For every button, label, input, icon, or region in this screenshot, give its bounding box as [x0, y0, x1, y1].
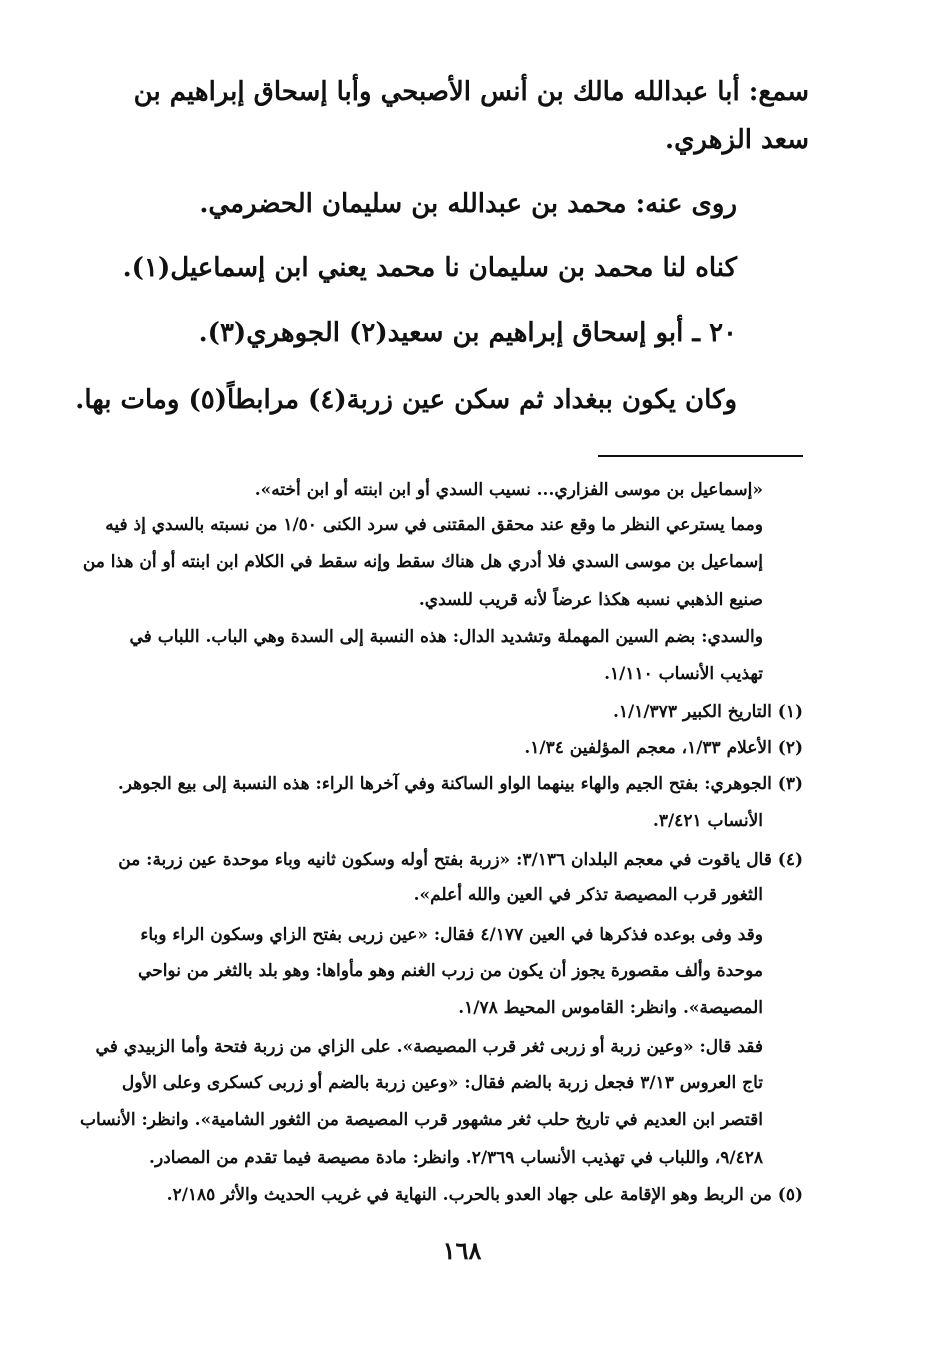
footnote-3: (٣) الجوهري: بفتح الجيم والهاء بينهما الواو الساكنة وفي آخرها الراء: هذه النسبة إلى بيع الجوهر. — [117, 774, 803, 794]
footnote-1: (١) التاريخ الكبير ١/١/٣٧٣. — [612, 702, 803, 722]
footnote-line: وقد وفى بوعده فذكرها في العين ٤/١٧٧ فقال: «عين زربى بفتح الزاي وسكون الراء وباء — [140, 925, 763, 945]
main-line: سمع: أبا عبدالله مالك بن أنس الأصبحي وأبا إسحاق إبراهيم بن — [133, 77, 809, 107]
footnote-line: المصيصة». وانظر: القاموس المحيط ١/٧٨. — [458, 998, 763, 1018]
main-line: سعد الزهري. — [665, 125, 809, 155]
footnote-line: موحدة وألف مقصورة يجوز أن يكون من زرب الغنم وهو مأواها: وهو بلد بالثغر من نواحي — [138, 961, 763, 981]
footnote-line: فقد قال: «وعين زربة أو زربى ثغر قرب المصيصة». على الزاي من زربة فتحة وأما الزبيدي في — [95, 1037, 763, 1057]
footnote-line: صنيع الذهبي نسبه هكذا عرضاً لأنه قريب للسدي. — [418, 590, 763, 610]
footnote-line: الثغور قرب المصيصة تذكر في العين والله أعلم». — [413, 885, 763, 905]
footnote-line: «إسماعيل بن موسى الفزاري... نسيب السدي أو ابن ابنته أو ابن أخته». — [254, 480, 763, 500]
footnote-line: الأنساب ٣/٤٢١. — [652, 811, 763, 831]
footnote-5: (٥) من الربط وهو الإقامة على جهاد العدو بالحرب. النهاية في غريب الحديث والأثر ٢/١٨٥. — [166, 1185, 803, 1205]
footnote-2: (٢) الأعلام ١/٣٣، معجم المؤلفين ١/٣٤. — [524, 738, 803, 758]
page-number: ١٦٨ — [442, 1236, 482, 1265]
footnote-separator — [598, 455, 803, 457]
footnote-line: والسدي: بضم السين المهملة وتشديد الدال: هذه النسبة إلى السدة وهي الباب. اللباب في — [129, 627, 763, 647]
biography-entry-title: ٢٠ ـ أبو إسحاق إبراهيم بن سعيد(٢) الجوهري(٣). — [198, 318, 737, 348]
footnote-line: تاج العروس ٣/١٣ فجعل زربة بالضم فقال: «وعين زربة بالضم أو زربى كسكرى وعلى الأول — [121, 1073, 763, 1093]
footnote-line: تهذيب الأنساب ١/١١٠. — [604, 664, 763, 684]
main-line: روى عنه: محمد بن عبدالله بن سليمان الحضرمي. — [199, 189, 737, 219]
footnote-line: ٩/٤٢٨، واللباب في تهذيب الأنساب ٢/٣٦٩. وانظر: مادة مصيصة فيما تقدم من المصادر. — [149, 1148, 763, 1168]
footnote-line: إسماعيل بن موسى السدي فلا أدري هل هناك سقط وإنه سقط في الكلام ابن ابنته أو أن هذا من — [82, 552, 763, 572]
footnote-line: ومما يسترعي النظر ما وقع عند محقق المقتنى في سرد الكنى ١/٥٠ من نسبته بالسدي إذ فيه — [105, 515, 763, 535]
footnote-4: (٤) قال ياقوت في معجم البلدان ٣/١٣٦: «زربة بفتح أوله وسكون ثانيه وباء موحدة عين زربة: من — [118, 850, 803, 870]
footnote-line: اقتصر ابن العديم في تاريخ حلب ثغر مشهور قرب المصيصة من الثغور الشامية». وانظر: الأنساب — [80, 1110, 763, 1130]
main-line: وكان يكون ببغداد ثم سكن عين زربة(٤) مرابطاً(٥) ومات بها. — [75, 385, 737, 415]
main-line: كناه لنا محمد بن سليمان نا محمد يعني ابن إسماعيل(١). — [122, 253, 737, 283]
